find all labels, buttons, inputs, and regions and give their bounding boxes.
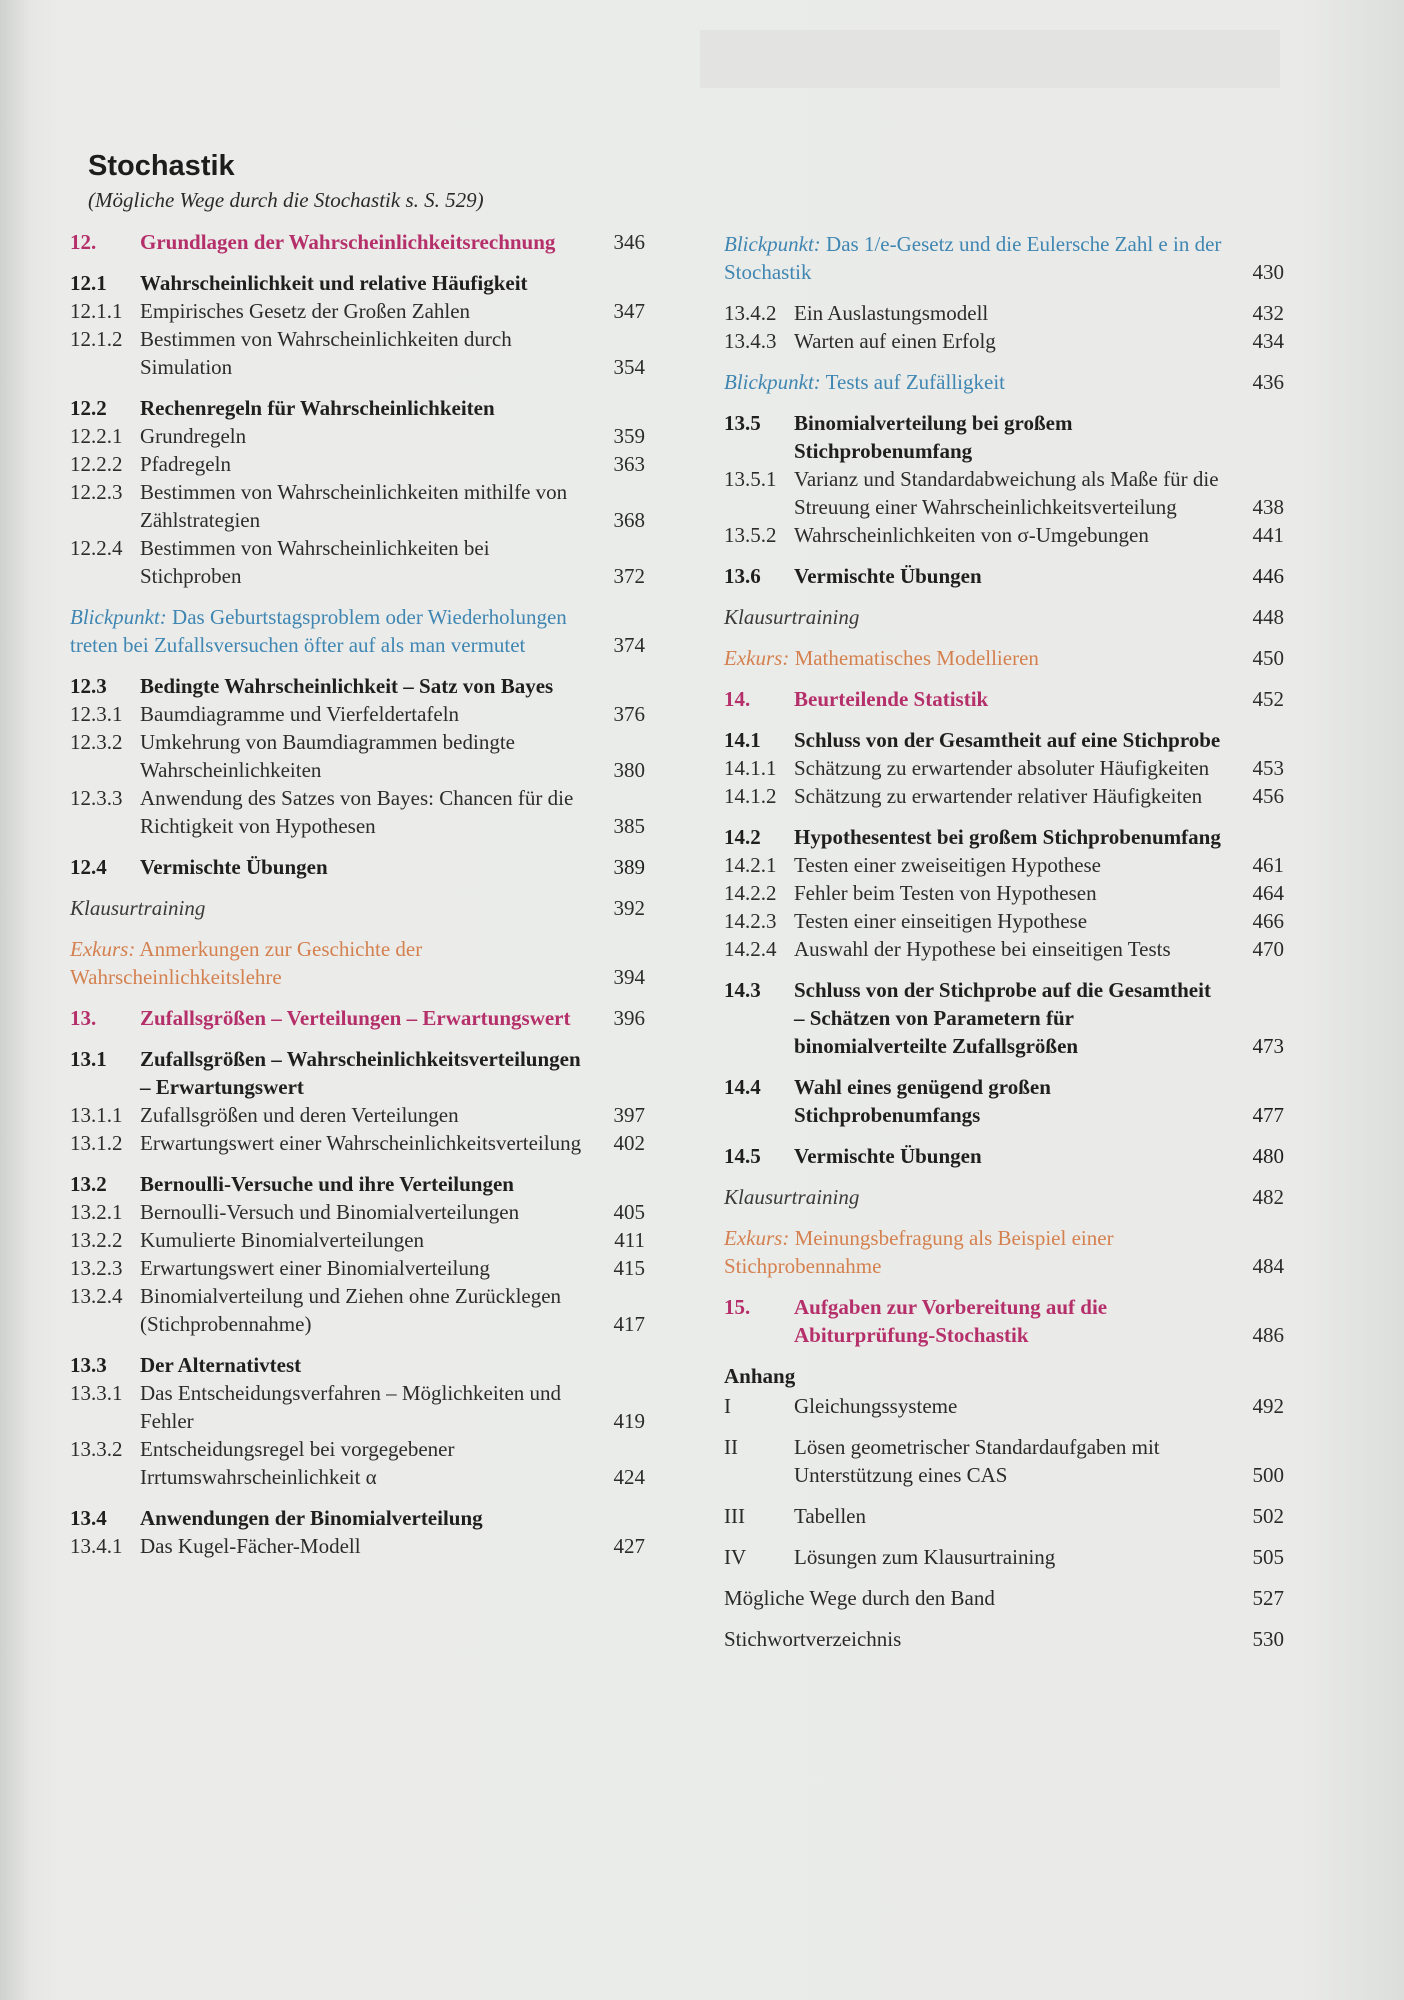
toc-entry[interactable]	[70, 672, 645, 700]
toc-entry-title: Grundregeln	[140, 424, 247, 448]
toc-entry-title: Mögliche Wege durch den Band	[724, 1586, 995, 1610]
toc-entry-title: Testen einer zweiseitigen Hypothese	[794, 853, 1102, 877]
toc-entry-page: 415	[613, 1256, 645, 1280]
toc-entry-page: 372	[613, 564, 645, 588]
toc-entry[interactable]	[724, 299, 1284, 327]
toc-entry[interactable]	[724, 644, 1284, 672]
toc-entry-label: Blickpunkt:	[70, 605, 167, 629]
toc-entry-title: Bestimmen von Wahrscheinlichkeiten bei Stichproben	[140, 536, 490, 588]
toc-entry-number: 12.2.3	[70, 480, 123, 504]
toc-entry-number: 13.5.1	[724, 467, 777, 491]
toc-entry-title: Klausurtraining	[70, 896, 206, 920]
toc-entry-title: Schätzung zu erwartender absoluter Häufigkeiten	[794, 756, 1210, 780]
toc-entry-number: 13.4.2	[724, 301, 777, 325]
toc-entry-title: Hypothesentest bei großem Stichprobenumfang	[794, 825, 1221, 849]
toc-entry-page: 505	[1252, 1545, 1284, 1569]
toc-entry-label: Exkurs:	[70, 937, 136, 961]
toc-entry-page: 530	[1252, 1627, 1284, 1651]
toc-entry-number: 14.1	[724, 728, 761, 752]
toc-entry[interactable]	[724, 562, 1284, 590]
toc-entry-page: 389	[613, 855, 645, 879]
toc-entry[interactable]	[724, 230, 1284, 286]
toc-entry-page: 500	[1252, 1463, 1284, 1487]
toc-entry-number: 14.2.4	[724, 937, 777, 961]
toc-entry[interactable]	[70, 784, 645, 840]
toc-left-column	[70, 228, 645, 1573]
toc-entry[interactable]	[70, 325, 645, 381]
toc-entry-number: 12.2.1	[70, 424, 123, 448]
toc-entry-number: 14.1.2	[724, 784, 777, 808]
toc-entry-title: Lösen geometrischer Standardaufgaben mit Unterstützung eines CAS	[794, 1435, 1160, 1487]
toc-entry[interactable]	[724, 1392, 1284, 1420]
toc-entry-page: 368	[613, 508, 645, 532]
toc-entry-title: Aufgaben zur Vorbereitung auf die Abiturprüfung-Stochastik	[794, 1295, 1108, 1347]
toc-entry[interactable]	[724, 1293, 1284, 1349]
toc-entry-title: Erwartungswert einer Wahrscheinlichkeitsverteilung	[140, 1131, 582, 1155]
page-title: Stochastik	[88, 150, 235, 182]
toc-entry-page: 347	[613, 299, 645, 323]
toc-entry-page: 477	[1252, 1103, 1284, 1127]
toc-entry-title: Pfadregeln	[140, 452, 231, 476]
toc-entry[interactable]	[70, 1504, 645, 1532]
page-subtitle: (Mögliche Wege durch die Stochastik s. S. 529)	[88, 188, 484, 212]
toc-entry-page: 392	[613, 896, 645, 920]
toc-entry-page: 427	[613, 1534, 645, 1558]
toc-entry-page: 438	[1252, 495, 1284, 519]
toc-entry-title: Baumdiagramme und Vierfeldertafeln	[140, 702, 460, 726]
toc-entry-title	[70, 935, 585, 991]
toc-entry-text: Das Geburtstagsproblem oder Wiederholungen treten bei Zufallsversuchen öfter auf als man vermutet	[70, 605, 567, 657]
toc-entry-title: Binomialverteilung und Ziehen ohne Zurücklegen (Stichprobennahme)	[140, 1284, 562, 1336]
toc-entry-page: 448	[1252, 605, 1284, 629]
toc-entry-page: 466	[1252, 909, 1284, 933]
toc-entry-title: Rechenregeln für Wahrscheinlichkeiten	[140, 396, 495, 420]
toc-entry[interactable]	[724, 823, 1284, 851]
toc-entry-title: Schluss von der Stichprobe auf die Gesamtheit – Schätzen von Parametern für binomialverteilte Zufallsgrößen	[794, 978, 1211, 1058]
toc-entry[interactable]	[724, 1433, 1284, 1489]
toc-entry-number: 13.3.2	[70, 1437, 123, 1461]
toc-entry-title: Ein Auslastungsmodell	[794, 301, 989, 325]
toc-entry-page: 396	[613, 1006, 645, 1030]
appendix-heading: Anhang	[724, 1364, 796, 1388]
toc-entry-title: Kumulierte Binomialverteilungen	[140, 1228, 425, 1252]
toc-entry-page: 527	[1252, 1586, 1284, 1610]
toc-entry-page: 376	[613, 702, 645, 726]
toc-entry-title: Testen einer einseitigen Hypothese	[794, 909, 1088, 933]
toc-entry-title: Zufallsgrößen – Wahrscheinlichkeitsverteilungen – Erwartungswert	[140, 1047, 581, 1099]
toc-entry-title: Stichwortverzeichnis	[724, 1627, 902, 1651]
toc-entry[interactable]	[724, 1224, 1284, 1280]
toc-entry[interactable]	[70, 1254, 645, 1282]
toc-right-column	[724, 230, 1284, 1666]
toc-entry-page: 430	[1252, 260, 1284, 284]
toc-entry[interactable]	[70, 1226, 645, 1254]
toc-entry-title: Bestimmen von Wahrscheinlichkeiten mithilfe von Zählstrategien	[140, 480, 568, 532]
toc-entry[interactable]	[70, 269, 645, 297]
toc-entry-title: Empirisches Gesetz der Großen Zahlen	[140, 299, 471, 323]
toc-entry-title: Das Kugel-Fächer-Modell	[140, 1534, 361, 1558]
toc-entry-number: 13.5	[724, 411, 761, 435]
toc-entry[interactable]	[724, 409, 1284, 465]
toc-entry-title: Bedingte Wahrscheinlichkeit – Satz von Bayes	[140, 674, 554, 698]
toc-entry-title	[70, 603, 585, 659]
toc-entry[interactable]	[724, 1584, 1284, 1612]
toc-entry-page: 470	[1252, 937, 1284, 961]
toc-entry[interactable]	[724, 1073, 1284, 1129]
toc-entry[interactable]	[724, 879, 1284, 907]
toc-entry[interactable]	[70, 1198, 645, 1226]
toc-entry-page: 346	[613, 230, 645, 254]
toc-entry-number: 13.6	[724, 564, 761, 588]
toc-entry-label: Exkurs:	[724, 646, 790, 670]
toc-entry-page: 482	[1252, 1185, 1284, 1209]
toc-entry-page: 456	[1252, 784, 1284, 808]
toc-entry-page: 354	[613, 355, 645, 379]
toc-entry-page: 374	[613, 633, 645, 657]
toc-entry-number: 13.2	[70, 1172, 107, 1196]
toc-entry[interactable]	[724, 368, 1284, 396]
toc-entry-page: 502	[1252, 1504, 1284, 1528]
toc-entry[interactable]	[724, 754, 1284, 782]
toc-entry-number: 12.3.2	[70, 730, 123, 754]
toc-entry-number: 13.4.3	[724, 329, 777, 353]
toc-entry[interactable]	[70, 728, 645, 784]
toc-entry-title: Anwendungen der Binomialverteilung	[140, 1506, 483, 1530]
toc-entry-title: Fehler beim Testen von Hypothesen	[794, 881, 1097, 905]
toc-entry[interactable]	[724, 685, 1284, 713]
toc-entry-page: 397	[613, 1103, 645, 1127]
toc-entry-title: Tabellen	[794, 1504, 866, 1528]
toc-entry[interactable]	[724, 603, 1284, 631]
toc-entry[interactable]	[724, 1142, 1284, 1170]
toc-entry-page: 484	[1252, 1254, 1284, 1278]
toc-entry-number: 13.4	[70, 1506, 107, 1530]
toc-entry-page: 434	[1252, 329, 1284, 353]
toc-entry-number: 14.2.1	[724, 853, 777, 877]
toc-entry-number: 12.1.2	[70, 327, 123, 351]
toc-entry-page: 492	[1252, 1394, 1284, 1418]
toc-entry-page: 417	[613, 1312, 645, 1336]
toc-entry-title: Bernoulli-Versuch und Binomialverteilungen	[140, 1200, 520, 1224]
toc-entry[interactable]	[70, 394, 645, 422]
toc-entry-page: 405	[613, 1200, 645, 1224]
toc-entry-title: Grundlagen der Wahrscheinlichkeitsrechnung	[140, 230, 556, 254]
toc-entry-page: 363	[613, 452, 645, 476]
toc-entry[interactable]	[724, 1502, 1284, 1530]
toc-entry-label: Exkurs:	[724, 1226, 790, 1250]
toc-entry[interactable]	[70, 1351, 645, 1379]
toc-entry-number: 12.	[70, 230, 97, 254]
toc-entry-title: Wahrscheinlichkeiten von σ-Umgebungen	[794, 523, 1149, 547]
toc-entry[interactable]	[70, 700, 645, 728]
toc-entry[interactable]	[724, 1625, 1284, 1653]
toc-entry-title	[724, 230, 1224, 286]
toc-entry[interactable]	[70, 1282, 645, 1338]
toc-entry[interactable]	[724, 907, 1284, 935]
toc-entry-number: 13.5.2	[724, 523, 777, 547]
toc-entry[interactable]	[70, 1379, 645, 1435]
toc-entry-title: Schluss von der Gesamtheit auf eine Stichprobe	[794, 728, 1221, 752]
toc-entry[interactable]	[724, 851, 1284, 879]
toc-entry-label: Blickpunkt:	[724, 370, 821, 394]
toc-entry[interactable]	[724, 726, 1284, 754]
toc-entry-page: 419	[613, 1409, 645, 1433]
toc-entry[interactable]	[70, 603, 645, 659]
toc-entry-title: Lösungen zum Klausurtraining	[794, 1545, 1056, 1569]
toc-entry-page: 432	[1252, 301, 1284, 325]
toc-entry[interactable]	[70, 478, 645, 534]
toc-entry-number: 14.2.2	[724, 881, 777, 905]
toc-entry-number: 12.1	[70, 271, 107, 295]
toc-entry-number: 13.2.4	[70, 1284, 123, 1308]
toc-entry-title: Auswahl der Hypothese bei einseitigen Tests	[794, 937, 1171, 961]
toc-entry-number: 13.3.1	[70, 1381, 123, 1405]
toc-entry-number: 13.	[70, 1006, 97, 1030]
toc-entry-title: Gleichungssysteme	[794, 1394, 958, 1418]
toc-entry-page: 436	[1252, 370, 1284, 394]
toc-entry[interactable]	[724, 935, 1284, 963]
toc-entry-number: 15.	[724, 1295, 751, 1319]
toc-entry-number: 12.4	[70, 855, 107, 879]
toc-entry[interactable]	[70, 1170, 645, 1198]
toc-entry-number: I	[724, 1394, 731, 1418]
toc-entry-title: Warten auf einen Erfolg	[794, 329, 996, 353]
toc-entry-number: 12.3.1	[70, 702, 123, 726]
toc-entry-number: 12.1.1	[70, 299, 123, 323]
toc-entry[interactable]	[724, 327, 1284, 355]
toc-entry-number: 12.2.2	[70, 452, 123, 476]
toc-entry-title	[724, 368, 1224, 396]
toc-entry-number: 13.1.1	[70, 1103, 123, 1127]
toc-entry-page: 450	[1252, 646, 1284, 670]
toc-entry-number: 13.2.3	[70, 1256, 123, 1280]
toc-entry[interactable]	[70, 1004, 645, 1032]
toc-entry-title: Entscheidungsregel bei vorgegebener Irrtumswahrscheinlichkeit α	[140, 1437, 455, 1489]
toc-entry-number: 14.1.1	[724, 756, 777, 780]
toc-entry-page: 359	[613, 424, 645, 448]
toc-entry-title: Umkehrung von Baumdiagrammen bedingte Wahrscheinlichkeiten	[140, 730, 515, 782]
toc-entry[interactable]	[70, 297, 645, 325]
toc-entry-number: 12.2	[70, 396, 107, 420]
toc-entry-text: Meinungsbefragung als Beispiel einer Stichprobennahme	[724, 1226, 1114, 1278]
toc-entry-page: 486	[1252, 1323, 1284, 1347]
toc-entry[interactable]	[70, 853, 645, 881]
toc-entry-title: Vermischte Übungen	[794, 1144, 982, 1168]
toc-entry-page: 446	[1252, 564, 1284, 588]
toc-entry[interactable]	[70, 228, 645, 256]
toc-entry[interactable]	[70, 1532, 645, 1560]
toc-entry-title: Wahl eines genügend großen Stichprobenumfangs	[794, 1075, 1051, 1127]
toc-entry-number: 12.2.4	[70, 536, 123, 560]
toc-entry-title: Vermischte Übungen	[794, 564, 982, 588]
toc-entry-title: Bestimmen von Wahrscheinlichkeiten durch Simulation	[140, 327, 512, 379]
toc-entry-page: 441	[1252, 523, 1284, 547]
toc-entry[interactable]	[724, 1543, 1284, 1571]
toc-entry-number: 14.	[724, 687, 751, 711]
toc-entry-number: 12.3	[70, 674, 107, 698]
toc-entry-page: 411	[614, 1228, 645, 1252]
toc-entry-page: 452	[1252, 687, 1284, 711]
toc-entry-title: Bernoulli-Versuche und ihre Verteilungen	[140, 1172, 514, 1196]
toc-entry-number: 14.2.3	[724, 909, 777, 933]
toc-entry-title: Erwartungswert einer Binomialverteilung	[140, 1256, 490, 1280]
toc-entry-title: Binomialverteilung bei großem Stichprobenumfang	[794, 411, 1073, 463]
toc-entry[interactable]	[70, 894, 645, 922]
toc-entry-title: Der Alternativtest	[140, 1353, 302, 1377]
toc-entry-text: Tests auf Zufälligkeit	[825, 370, 1005, 394]
toc-entry[interactable]	[70, 450, 645, 478]
toc-entry-title: Anwendung des Satzes von Bayes: Chancen für die Richtigkeit von Hypothesen	[140, 786, 574, 838]
toc-entry-title	[724, 644, 1224, 672]
toc-entry[interactable]	[70, 1129, 645, 1157]
toc-entry-text: Das 1/e-Gesetz und die Eulersche Zahl e in der Stochastik	[724, 232, 1222, 284]
toc-entry-page: 461	[1252, 853, 1284, 877]
toc-entry-number: 13.2.2	[70, 1228, 123, 1252]
toc-entry-label: Blickpunkt:	[724, 232, 821, 256]
toc-entry[interactable]	[724, 1183, 1284, 1211]
toc-entry-number: 13.3	[70, 1353, 107, 1377]
toc-entry-number: 14.2	[724, 825, 761, 849]
toc-entry-title: Klausurtraining	[724, 1185, 860, 1209]
toc-entry-number: 13.1.2	[70, 1131, 123, 1155]
toc-entry-page: 402	[613, 1131, 645, 1155]
toc-entry[interactable]	[70, 422, 645, 450]
toc-entry-title: Schätzung zu erwartender relativer Häufigkeiten	[794, 784, 1203, 808]
toc-entry[interactable]	[70, 1435, 645, 1491]
toc-entry-number: 14.4	[724, 1075, 761, 1099]
toc-entry-title: Wahrscheinlichkeit und relative Häufigkeit	[140, 271, 528, 295]
toc-entry-title: Beurteilende Statistik	[794, 687, 989, 711]
toc-entry[interactable]	[724, 465, 1284, 521]
toc-entry-number: 14.3	[724, 978, 761, 1002]
toc-entry-page: 464	[1252, 881, 1284, 905]
toc-entry-number: 12.3.3	[70, 786, 123, 810]
toc-entry-title: Vermischte Übungen	[140, 855, 328, 879]
toc-entry[interactable]	[70, 534, 645, 590]
toc-entry-page: 380	[613, 758, 645, 782]
toc-entry-page: 453	[1252, 756, 1284, 780]
toc-entry-number: III	[724, 1504, 745, 1528]
toc-entry-page: 424	[613, 1465, 645, 1489]
toc-entry-title: Klausurtraining	[724, 605, 860, 629]
toc-entry[interactable]	[70, 1101, 645, 1129]
toc-entry-page: 473	[1252, 1034, 1284, 1058]
toc-entry-text: Anmerkungen zur Geschichte der Wahrscheinlichkeitslehre	[70, 937, 423, 989]
toc-entry-page: 480	[1252, 1144, 1284, 1168]
toc-entry-number: 13.2.1	[70, 1200, 123, 1224]
toc-entry-title: Zufallsgrößen und deren Verteilungen	[140, 1103, 459, 1127]
toc-entry-title	[724, 1224, 1224, 1280]
toc-entry[interactable]	[70, 1045, 645, 1101]
toc-entry[interactable]	[724, 521, 1284, 549]
toc-entry-number: II	[724, 1435, 738, 1459]
toc-entry-page: 385	[613, 814, 645, 838]
toc-entry-title: Zufallsgrößen – Verteilungen – Erwartungswert	[140, 1006, 571, 1030]
toc-entry-text: Mathematisches Modellieren	[794, 646, 1039, 670]
page-edge-shadow	[700, 30, 1280, 88]
toc-entry-page: 394	[613, 965, 645, 989]
toc-entry-number: 14.5	[724, 1144, 761, 1168]
toc-entry[interactable]	[70, 935, 645, 991]
toc-entry[interactable]	[724, 976, 1284, 1060]
toc-entry-number: 13.4.1	[70, 1534, 123, 1558]
toc-entry[interactable]	[724, 782, 1284, 810]
toc-entry-title: Varianz und Standardabweichung als Maße für die Streuung einer Wahrscheinlichkeitsverteilung	[794, 467, 1219, 519]
toc-entry-number: IV	[724, 1545, 747, 1569]
toc-entry-title: Das Entscheidungsverfahren – Möglichkeiten und Fehler	[140, 1381, 562, 1433]
toc-entry-number: 13.1	[70, 1047, 107, 1071]
